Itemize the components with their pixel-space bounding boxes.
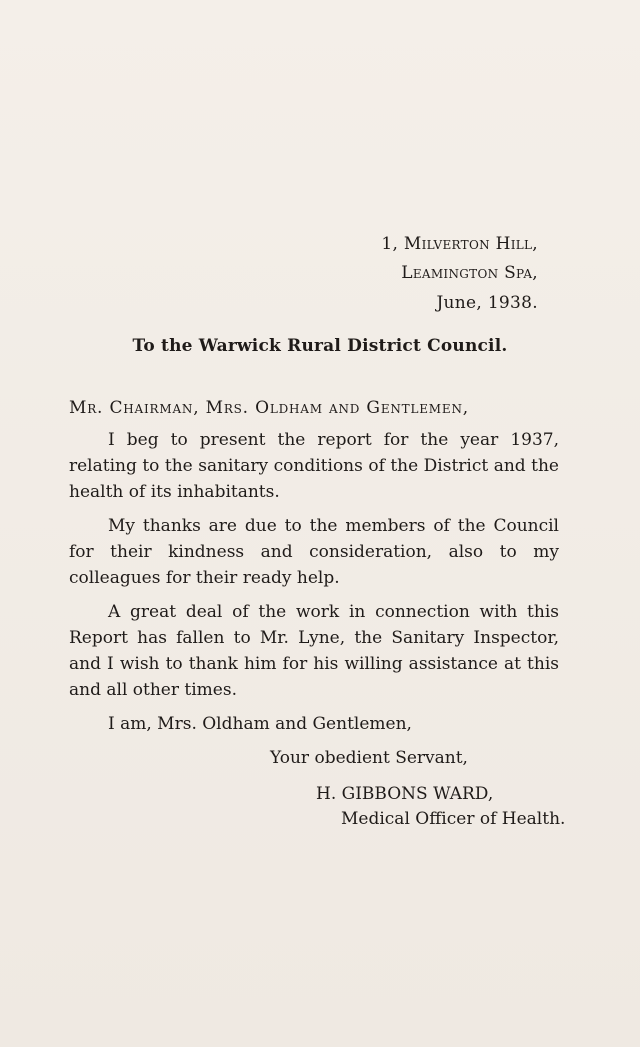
letter-heading: To the Warwick Rural District Council. <box>132 336 508 356</box>
signature-name: H. GIBBONS WARD, <box>316 784 494 804</box>
salutation: Mr. Chairman, Mrs. Oldham and Gentlemen, <box>69 398 469 418</box>
address-line-2: Leamington Spa, <box>401 263 538 284</box>
paragraph-report: I beg to present the report for the year 1937, relating to the sanitary conditions of the District and the health of its inhabitants. <box>69 430 559 502</box>
paragraph-thanks: My thanks are due to the members of the Council for their kindness and consideration, also to my colleagues for their ready help. <box>69 516 559 588</box>
letter-date: June, 1938. <box>436 292 538 313</box>
paragraph-inspector: A great deal of the work in connection with this Report has fallen to Mr. Lyne, the Sanitary Inspector, and I wish to thank him for his willing assistance at this and all other times. <box>69 602 559 700</box>
signature-title: Medical Officer of Health. <box>341 809 566 829</box>
sender-address <box>381 230 538 318</box>
closing-servant: Your obedient Servant, <box>270 748 468 768</box>
closing-line: I am, Mrs. Oldham and Gentlemen, <box>108 714 412 734</box>
address-line-1: 1, Milverton Hill, <box>381 234 538 254</box>
